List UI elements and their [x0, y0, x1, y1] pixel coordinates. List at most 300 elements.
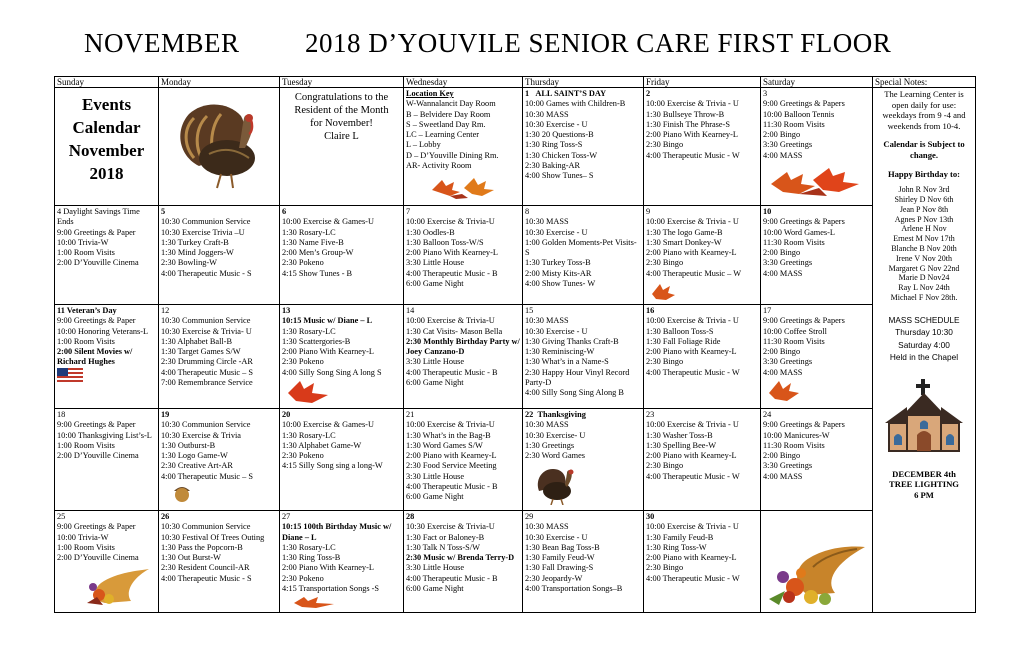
event-item: 10:30 Exercise & Trivia: [161, 430, 241, 440]
day-number: 17: [763, 306, 772, 315]
event-item: 10:00 Exercise & Trivia - U: [646, 420, 739, 430]
day-number: 5: [161, 207, 166, 216]
day-number: 18: [57, 410, 66, 419]
event-item: 9:00 Greetings & Papers: [763, 217, 845, 227]
event-item: 4:00 Therapeutic Music - W: [646, 573, 740, 583]
event-item: 1:30 Bean Bag Toss-B: [525, 542, 600, 552]
day-cell: [523, 409, 644, 511]
featured-event: 2:00 Silent Movies w/ Richard Hughes: [57, 347, 133, 367]
event-item: 10:30 Communion Service: [161, 420, 251, 430]
event-item: 2:00 Piano with Kearney-L: [646, 248, 737, 258]
event-item: 4:00 MASS: [763, 367, 803, 377]
day-cell: [55, 305, 159, 409]
event-item: 10:30 Exercise - U: [525, 532, 588, 542]
day-cell: [280, 409, 404, 511]
holiday-title: ALL SAINT’S DAY: [535, 89, 607, 98]
event-item: 10:00 Exercise & Games-U: [282, 420, 374, 430]
event-item: 2:30 Drumming Circle -AR: [161, 357, 253, 367]
turkey-cell: [159, 88, 280, 206]
birthday-item: Irene V Nov 20th: [896, 253, 952, 263]
day-cell: [280, 206, 404, 305]
day-cell: [55, 409, 159, 511]
day-cell: [55, 206, 159, 305]
event-item: 2:30 Happy Hour Vinyl Record Party-D: [525, 367, 630, 388]
birthday-item: Blanche B Nov 20th: [891, 243, 957, 253]
event-item: 2:30 Food Service Meeting: [406, 461, 497, 471]
events-calendar-label: Events Calendar November 2018: [68, 95, 145, 183]
event-item: 2:30 Jeopardy-W: [525, 573, 583, 583]
event-item: 2:30 Baking-AR: [525, 161, 581, 171]
event-item: 4:00 Therapeutic Music - B: [406, 268, 498, 278]
event-item: 1:30 Fact or Baloney-B: [406, 532, 485, 542]
event-item: 10:30 MASS: [525, 420, 569, 430]
event-item: 1:30 Spelling Bee-W: [646, 440, 717, 450]
event-item: 4:00 Show Tunes- W: [525, 279, 596, 289]
tree-lighting-note: DECEMBER 4th TREE LIGHTING 6 PM: [889, 468, 959, 500]
event-item: 7:00 Remembrance Service: [161, 378, 253, 388]
turkey-image: [169, 96, 269, 194]
event-item: 4:00 Therapeutic Music – S: [161, 471, 254, 481]
event-item: 6:00 Game Night: [406, 279, 464, 289]
event-item: 4:00 Transportation Songs–B: [525, 584, 623, 594]
day-cell: [404, 206, 523, 305]
day-cell: [761, 206, 873, 305]
event-item: 1:30 Fall Drawing-S: [525, 563, 594, 573]
event-item: 1:30 Alphabet Game-W: [282, 440, 362, 450]
subject-to-change-note: Calendar is Subject to change.: [883, 139, 965, 160]
event-item: 1:30 Turkey Toss-B: [525, 258, 591, 268]
mass-schedule: MASS SCHEDULE Thursday 10:30 Saturday 4:00 Held in the Chapel: [888, 314, 960, 363]
autumn-leaf-icon: [428, 176, 498, 200]
event-item: 3:30 Greetings: [763, 461, 813, 471]
event-item: 4:00 Show Tunes– S: [525, 171, 594, 181]
week-row: [55, 206, 976, 305]
day-number: 29: [525, 512, 534, 521]
event-item: 2:30 Bowling-W: [161, 258, 217, 268]
event-item: 2:00 Piano with Kearney-L: [406, 451, 497, 461]
birthday-item: John R Nov 3rd: [898, 185, 950, 195]
day-number: 25: [57, 512, 66, 521]
event-item: 2:00 Piano With Kearney-L: [282, 563, 374, 573]
event-item: 1:30 Rosary-LC: [282, 542, 336, 552]
event-item: 1:30 Finish The Phrase-S: [646, 119, 730, 129]
header-saturday: Saturday: [761, 77, 873, 88]
event-item: 2:30 Pokeno: [282, 451, 324, 461]
special-notes-cell: [873, 88, 976, 613]
event-item: 10:30 Communion Service: [161, 522, 251, 532]
event-item: 4:00 Therapeutic Music – S: [161, 367, 254, 377]
event-item: 1:30 Mind Joggers-W: [161, 248, 234, 258]
day-number: 20: [282, 410, 291, 419]
event-item: 10:30 Exercise Trivia –U: [161, 227, 245, 237]
event-item: 4:00 Therapeutic Music - W: [646, 150, 740, 160]
event-item: 1:00 Room Visits: [57, 542, 115, 552]
event-item: 4 Daylight Savings Time Ends: [57, 207, 140, 227]
event-item: 1:30 Ring Toss-S: [525, 140, 583, 150]
event-item: 1:30 Name Five-B: [282, 237, 344, 247]
month-heading: NOVEMBER: [84, 28, 240, 58]
event-item: 1:30 Alphabet Ball-B: [161, 336, 232, 346]
event-item: 10:30 MASS: [525, 316, 569, 326]
event-item: 1:30 Outburst-B: [161, 440, 216, 450]
event-item: 1:30 Oodles-B: [406, 227, 455, 237]
location-key-item: B – Belvidere Day Room: [406, 109, 491, 119]
event-item: 4:00 Silly Song Sing A long S: [282, 367, 382, 377]
event-item: 1:30 Family Feud-W: [525, 553, 595, 563]
event-item: 11:30 Room Visits: [763, 440, 825, 450]
event-item: 4:00 Therapeutic Music - W: [646, 367, 740, 377]
event-item: 10:00 Exercise & Trivia-U: [406, 316, 495, 326]
location-key-item: D – D’Youville Dining Rm.: [406, 150, 499, 160]
event-item: 1:30 Fall Foliage Ride: [646, 336, 721, 346]
event-item: 1:30 Out Burst-W: [161, 553, 221, 563]
day-number: 19: [161, 410, 170, 419]
day-number: 8: [525, 207, 530, 216]
event-item: 10:00 Exercise & Trivia-U: [406, 217, 495, 227]
day-cell: [404, 511, 523, 613]
event-item: 10:00 Exercise & Trivia - U: [646, 99, 739, 109]
day-number: 2: [646, 89, 651, 98]
event-item: 9:00 Greetings & Paper: [57, 522, 136, 532]
day-cell: [159, 206, 280, 305]
day-cell: [159, 409, 280, 511]
cornucopia-image: [85, 563, 151, 607]
event-item: 10:00 Exercise & Trivia-U: [406, 420, 495, 430]
event-item: 1:30 Family Feud-B: [646, 532, 714, 542]
event-item: 2:00 Men’s Group-W: [282, 248, 354, 258]
event-item: 1:30 Balloon Toss-S: [646, 326, 714, 336]
featured-event: 10:15 100th Birthday Music w/ Diane – L: [282, 522, 392, 542]
event-item: 4:00 Therapeutic Music - S: [161, 573, 252, 583]
event-item: 10:30 Exercise - U: [525, 326, 588, 336]
location-key-cell: [404, 88, 523, 206]
event-item: 2:00 Piano With Kearney-L: [282, 347, 374, 357]
location-key-item: W-Wannalancit Day Room: [406, 99, 496, 109]
event-item: 4:00 Therapeutic Music - B: [406, 573, 498, 583]
day-number: 22: [525, 410, 534, 419]
header-tuesday: Tuesday: [280, 77, 404, 88]
day-cell: [523, 511, 644, 613]
event-item: 1:30 Giving Thanks Craft-B: [525, 336, 619, 346]
event-item: 1:30 Scattergories-B: [282, 336, 351, 346]
event-item: 3:30 Little House: [406, 258, 465, 268]
event-item: 4:00 Silly Song Sing Along B: [525, 388, 624, 398]
birthday-item: Ray L Nov 24th: [898, 283, 950, 293]
event-item: 10:30 MASS: [525, 522, 569, 532]
event-item: 2:30 Pokeno: [282, 573, 324, 583]
event-item: 10:30 Exercise - U: [525, 227, 588, 237]
day-cell: [644, 409, 761, 511]
event-item: 1:30 Ring Toss-W: [646, 542, 707, 552]
event-item: 1:30 Rosary-LC: [282, 430, 336, 440]
event-item: 9:00 Greetings & Paper: [57, 227, 136, 237]
empty-day-cell: [761, 511, 873, 613]
event-item: 2:00 D’Youville Cinema: [57, 553, 139, 563]
event-item: 1:30 Balloon Toss-W/S: [406, 237, 484, 247]
event-item: 2:00 Piano with Kearney-L: [646, 553, 737, 563]
day-cell: [523, 88, 644, 206]
event-item: 1:00 Golden Moments-Pet Visits-S: [525, 237, 637, 258]
featured-event: 2:30 Monthly Birthday Party w/ Joey Canzano-D: [406, 336, 520, 357]
event-item: 11:30 Room Visits: [763, 237, 825, 247]
event-item: 1:00 Room Visits: [57, 336, 115, 346]
event-item: 1:30 Reminiscing-W: [525, 347, 595, 357]
event-item: 10:30 Festival Of Trees Outing: [161, 532, 265, 542]
day-number: 1: [525, 89, 530, 98]
location-key-item: S – Sweetland Day Rm.: [406, 119, 486, 129]
event-item: 9:00 Greetings & Papers: [763, 99, 845, 109]
event-item: 2:00 Bingo: [763, 347, 801, 357]
day-cell: [159, 511, 280, 613]
calendar-title: [0, 28, 1024, 68]
event-item: 10:00 Exercise & Trivia - U: [646, 217, 739, 227]
event-item: 1:30 Washer Toss-B: [646, 430, 713, 440]
event-item: 1:30 The logo Game-B: [646, 227, 723, 237]
church-icon: [883, 377, 965, 455]
day-cell: [280, 511, 404, 613]
day-cell: [761, 88, 873, 206]
day-number: 14: [406, 306, 415, 315]
location-key-item: L – Lobby: [406, 140, 441, 150]
org-heading: 2018 D’YOUVILE SENIOR CARE FIRST FLOOR: [305, 28, 892, 58]
location-key-item: LC – Learning Center: [406, 130, 480, 140]
day-number: 9: [646, 207, 651, 216]
event-item: 1:30 Rosary-LC: [282, 326, 336, 336]
event-item: 1:30 Talk N Toss-S/W: [406, 542, 480, 552]
event-item: 10:30 Exercise- U: [525, 430, 586, 440]
day-number: 10: [763, 207, 772, 216]
day-number: 12: [161, 306, 170, 315]
event-item: 1:30 Pass the Popcorn-B: [161, 542, 243, 552]
holiday-title: Veteran’s Day: [66, 306, 117, 315]
event-item: 1:30 Chicken Toss-W: [525, 150, 598, 160]
holiday-title: Thanksgiving: [537, 410, 586, 419]
event-item: 2:30 Pokeno: [282, 357, 324, 367]
event-item: 4:15 Transportation Songs -S: [282, 584, 380, 594]
event-item: 9:00 Greetings & Papers: [763, 420, 845, 430]
event-item: 2:00 Piano with Kearney-L: [646, 347, 737, 357]
day-cell: [404, 409, 523, 511]
birthday-item: Agnes P Nov 13th: [894, 214, 954, 224]
header-thursday: Thursday: [523, 77, 644, 88]
event-item: 11:30 Room Visits: [763, 119, 825, 129]
day-number: 21: [406, 410, 415, 419]
day-number: 30: [646, 512, 655, 521]
day-cell: [761, 409, 873, 511]
birthday-item: Jean P Nov 8th: [899, 204, 949, 214]
autumn-leaf-icon: [650, 282, 676, 302]
event-item: 2:30 Creative Art-AR: [161, 461, 233, 471]
day-cell: [644, 305, 761, 409]
event-item: 2:00 Piano With Kearney-L: [646, 130, 738, 140]
header-friday: Friday: [644, 77, 761, 88]
day-cell: [523, 305, 644, 409]
event-item: 2:00 D’Youville Cinema: [57, 258, 139, 268]
event-item: 1:30 Word Games S/W: [406, 440, 483, 450]
event-item: 4:00 Therapeutic Music - B: [406, 482, 498, 492]
event-item: 4:00 Therapeutic Music - B: [406, 367, 498, 377]
day-cell: [280, 305, 404, 409]
event-item: 4:00 MASS: [763, 471, 803, 481]
day-number: 11: [57, 306, 65, 315]
event-item: 6:00 Game Night: [406, 584, 464, 594]
day-number: 3: [763, 89, 768, 98]
learning-center-note: The Learning Center is open daily for use: weekdays from 9 -4 and weekends from 10-4.: [882, 89, 966, 131]
birthday-item: Ernest M Nov 17th: [893, 234, 955, 244]
day-number: 24: [763, 410, 772, 419]
event-item: 10:00 Trivia-W: [57, 532, 109, 542]
event-item: 2:30 Word Games: [525, 451, 586, 461]
calendar-grid: [54, 76, 976, 613]
event-item: 10:00 Word Games-L: [763, 227, 835, 237]
event-item: 1:30 Target Games S/W: [161, 347, 241, 357]
event-item: 10:00 Exercise & Trivia - U: [646, 522, 739, 532]
day-number: 28: [406, 512, 415, 521]
day-number: 6: [282, 207, 287, 216]
resident-of-month-cell: [280, 88, 404, 206]
event-item: 10:00 Coffee Stroll: [763, 326, 827, 336]
event-item: 9:00 Greetings & Paper: [57, 420, 136, 430]
event-item: 2:00 Bingo: [763, 130, 801, 140]
birthday-item: Margaret G Nov 22nd: [888, 263, 960, 273]
day-number: 7: [406, 207, 411, 216]
event-item: 3:30 Little House: [406, 563, 465, 573]
event-item: 1:30 What’s in a Name-S: [525, 357, 609, 367]
birthday-item: Arlene H Nov: [901, 224, 947, 234]
birthday-list: [875, 185, 973, 303]
week-row: [55, 511, 976, 613]
header-wednesday: Wednesday: [404, 77, 523, 88]
event-item: 1:30 Ring Toss-B: [282, 553, 341, 563]
event-item: 3:30 Greetings: [763, 357, 813, 367]
resident-of-month-message: Congratulations to the Resident of the Month for November! Claire L: [294, 92, 389, 142]
event-item: 10:00 Balloon Tennis: [763, 109, 835, 119]
event-item: 1:30 Smart Donkey-W: [646, 237, 722, 247]
day-number: 26: [161, 512, 170, 521]
event-item: 6:00 Game Night: [406, 378, 464, 388]
event-item: 10:00 Exercise & Trivia - U: [646, 316, 739, 326]
event-item: 10:30 MASS: [525, 109, 569, 119]
event-item: 1:30 Rosary-LC: [282, 227, 336, 237]
event-item: 1:30 20 Questions-B: [525, 130, 594, 140]
event-item: 3:30 Little House: [406, 357, 465, 367]
event-item: 2:30 Bingo: [646, 563, 684, 573]
event-item: 2:00 Piano with Kearney-L: [646, 451, 737, 461]
event-item: 1:30 Turkey Craft-B: [161, 237, 229, 247]
featured-event: 2:30 Music w/ Brenda Terry-D: [406, 553, 515, 563]
event-item: 2:30 Bingo: [646, 140, 684, 150]
featured-event: 10:15 Music w/ Diane – L: [282, 316, 373, 326]
day-cell: [159, 305, 280, 409]
birthday-item: Shirley D Nov 6th: [894, 194, 954, 204]
event-item: 1:30 Greetings: [525, 440, 575, 450]
location-key-item: AR- Activity Room: [406, 161, 472, 171]
event-item: 3:30 Greetings: [763, 258, 813, 268]
event-item: 9:00 Greetings & Paper: [57, 316, 136, 326]
american-flag-icon: [57, 368, 83, 384]
event-item: 2:00 Bingo: [763, 248, 801, 258]
event-item: 10:30 Exercise & Trivia- U: [161, 326, 252, 336]
day-cell: [644, 88, 761, 206]
event-item: 10:30 Communion Service: [161, 217, 251, 227]
event-item: 4:00 Therapeutic Music - W: [646, 471, 740, 481]
event-item: 4:00 Therapeutic Music - S: [161, 268, 252, 278]
event-item: 1:30 Bullseye Throw-B: [646, 109, 725, 119]
event-item: 4:00 MASS: [763, 268, 803, 278]
event-item: 2:30 Resident Council-AR: [161, 563, 250, 573]
day-cell: [55, 511, 159, 613]
event-item: 1:00 Room Visits: [57, 248, 115, 258]
event-item: 1:30 What’s in the Bag-B: [406, 430, 491, 440]
event-item: 10:30 Exercise - U: [525, 119, 588, 129]
day-cell: [404, 305, 523, 409]
day-number: 15: [525, 306, 534, 315]
day-cell: [761, 305, 873, 409]
event-item: 4:00 Therapeutic Music – W: [646, 268, 742, 278]
week-row: [55, 409, 976, 511]
event-item: 2:30 Pokeno: [282, 258, 324, 268]
day-number: 27: [282, 512, 291, 521]
event-item: 4:15 Silly Song sing a long-W: [282, 461, 383, 471]
birthday-item: Marie D Nov24: [898, 273, 950, 283]
event-item: 2:30 Bingo: [646, 357, 684, 367]
event-item: 10:30 MASS: [525, 217, 569, 227]
day-cell: [644, 206, 761, 305]
day-number: 16: [646, 306, 655, 315]
header-sunday: Sunday: [55, 77, 159, 88]
week-row: [55, 88, 976, 206]
event-item: 6:00 Game Night: [406, 492, 464, 502]
autumn-leaf-icon: [284, 377, 332, 405]
event-item: 2:30 Bingo: [646, 461, 684, 471]
day-number: 23: [646, 410, 655, 419]
event-item: 3:30 Little House: [406, 471, 465, 481]
turkey-image: [533, 465, 581, 505]
event-item: 2:30 Bingo: [646, 258, 684, 268]
event-item: 10:00 Exercise & Games-U: [282, 217, 374, 227]
day-cell: [523, 206, 644, 305]
event-item: 9:00 Greetings & Papers: [763, 316, 845, 326]
event-item: 4:00 MASS: [763, 150, 803, 160]
event-item: 2:00 Misty Kits-AR: [525, 268, 592, 278]
acorn-icon: [171, 483, 193, 503]
events-calendar-cell: [55, 88, 159, 206]
event-item: 2:00 D’Youville Cinema: [57, 451, 139, 461]
happy-birthday-heading: Happy Birthday to:: [887, 168, 961, 179]
event-item: 10:00 Manicures-W: [763, 430, 830, 440]
birthday-item: Michael F Nov 28th.: [890, 292, 958, 302]
event-item: 1:30 Logo Game-W: [161, 451, 228, 461]
location-key-title: Location Key: [406, 89, 454, 98]
event-item: 10:00 Trivia-W: [57, 237, 109, 247]
day-number: 13: [282, 306, 291, 315]
day-cell: [644, 511, 761, 613]
event-item: 4:15 Show Tunes - B: [282, 268, 353, 278]
event-item: 10:00 Honoring Veterans-L: [57, 326, 149, 336]
week-row: [55, 305, 976, 409]
autumn-leaf-icon: [292, 595, 336, 609]
event-item: 2:00 Bingo: [763, 451, 801, 461]
event-item: 3:30 Greetings: [763, 140, 813, 150]
weekday-header: [55, 77, 976, 88]
event-item: 11:30 Room Visits: [763, 336, 825, 346]
header-special-notes: Special Notes:: [873, 77, 976, 88]
cornucopia-image: [765, 541, 869, 607]
event-item: 10:30 Communion Service: [161, 316, 251, 326]
event-item: 1:00 Room Visits: [57, 440, 115, 450]
autumn-leaf-icon: [769, 166, 861, 198]
event-item: 2:00 Piano With Kearney-L: [406, 248, 498, 258]
